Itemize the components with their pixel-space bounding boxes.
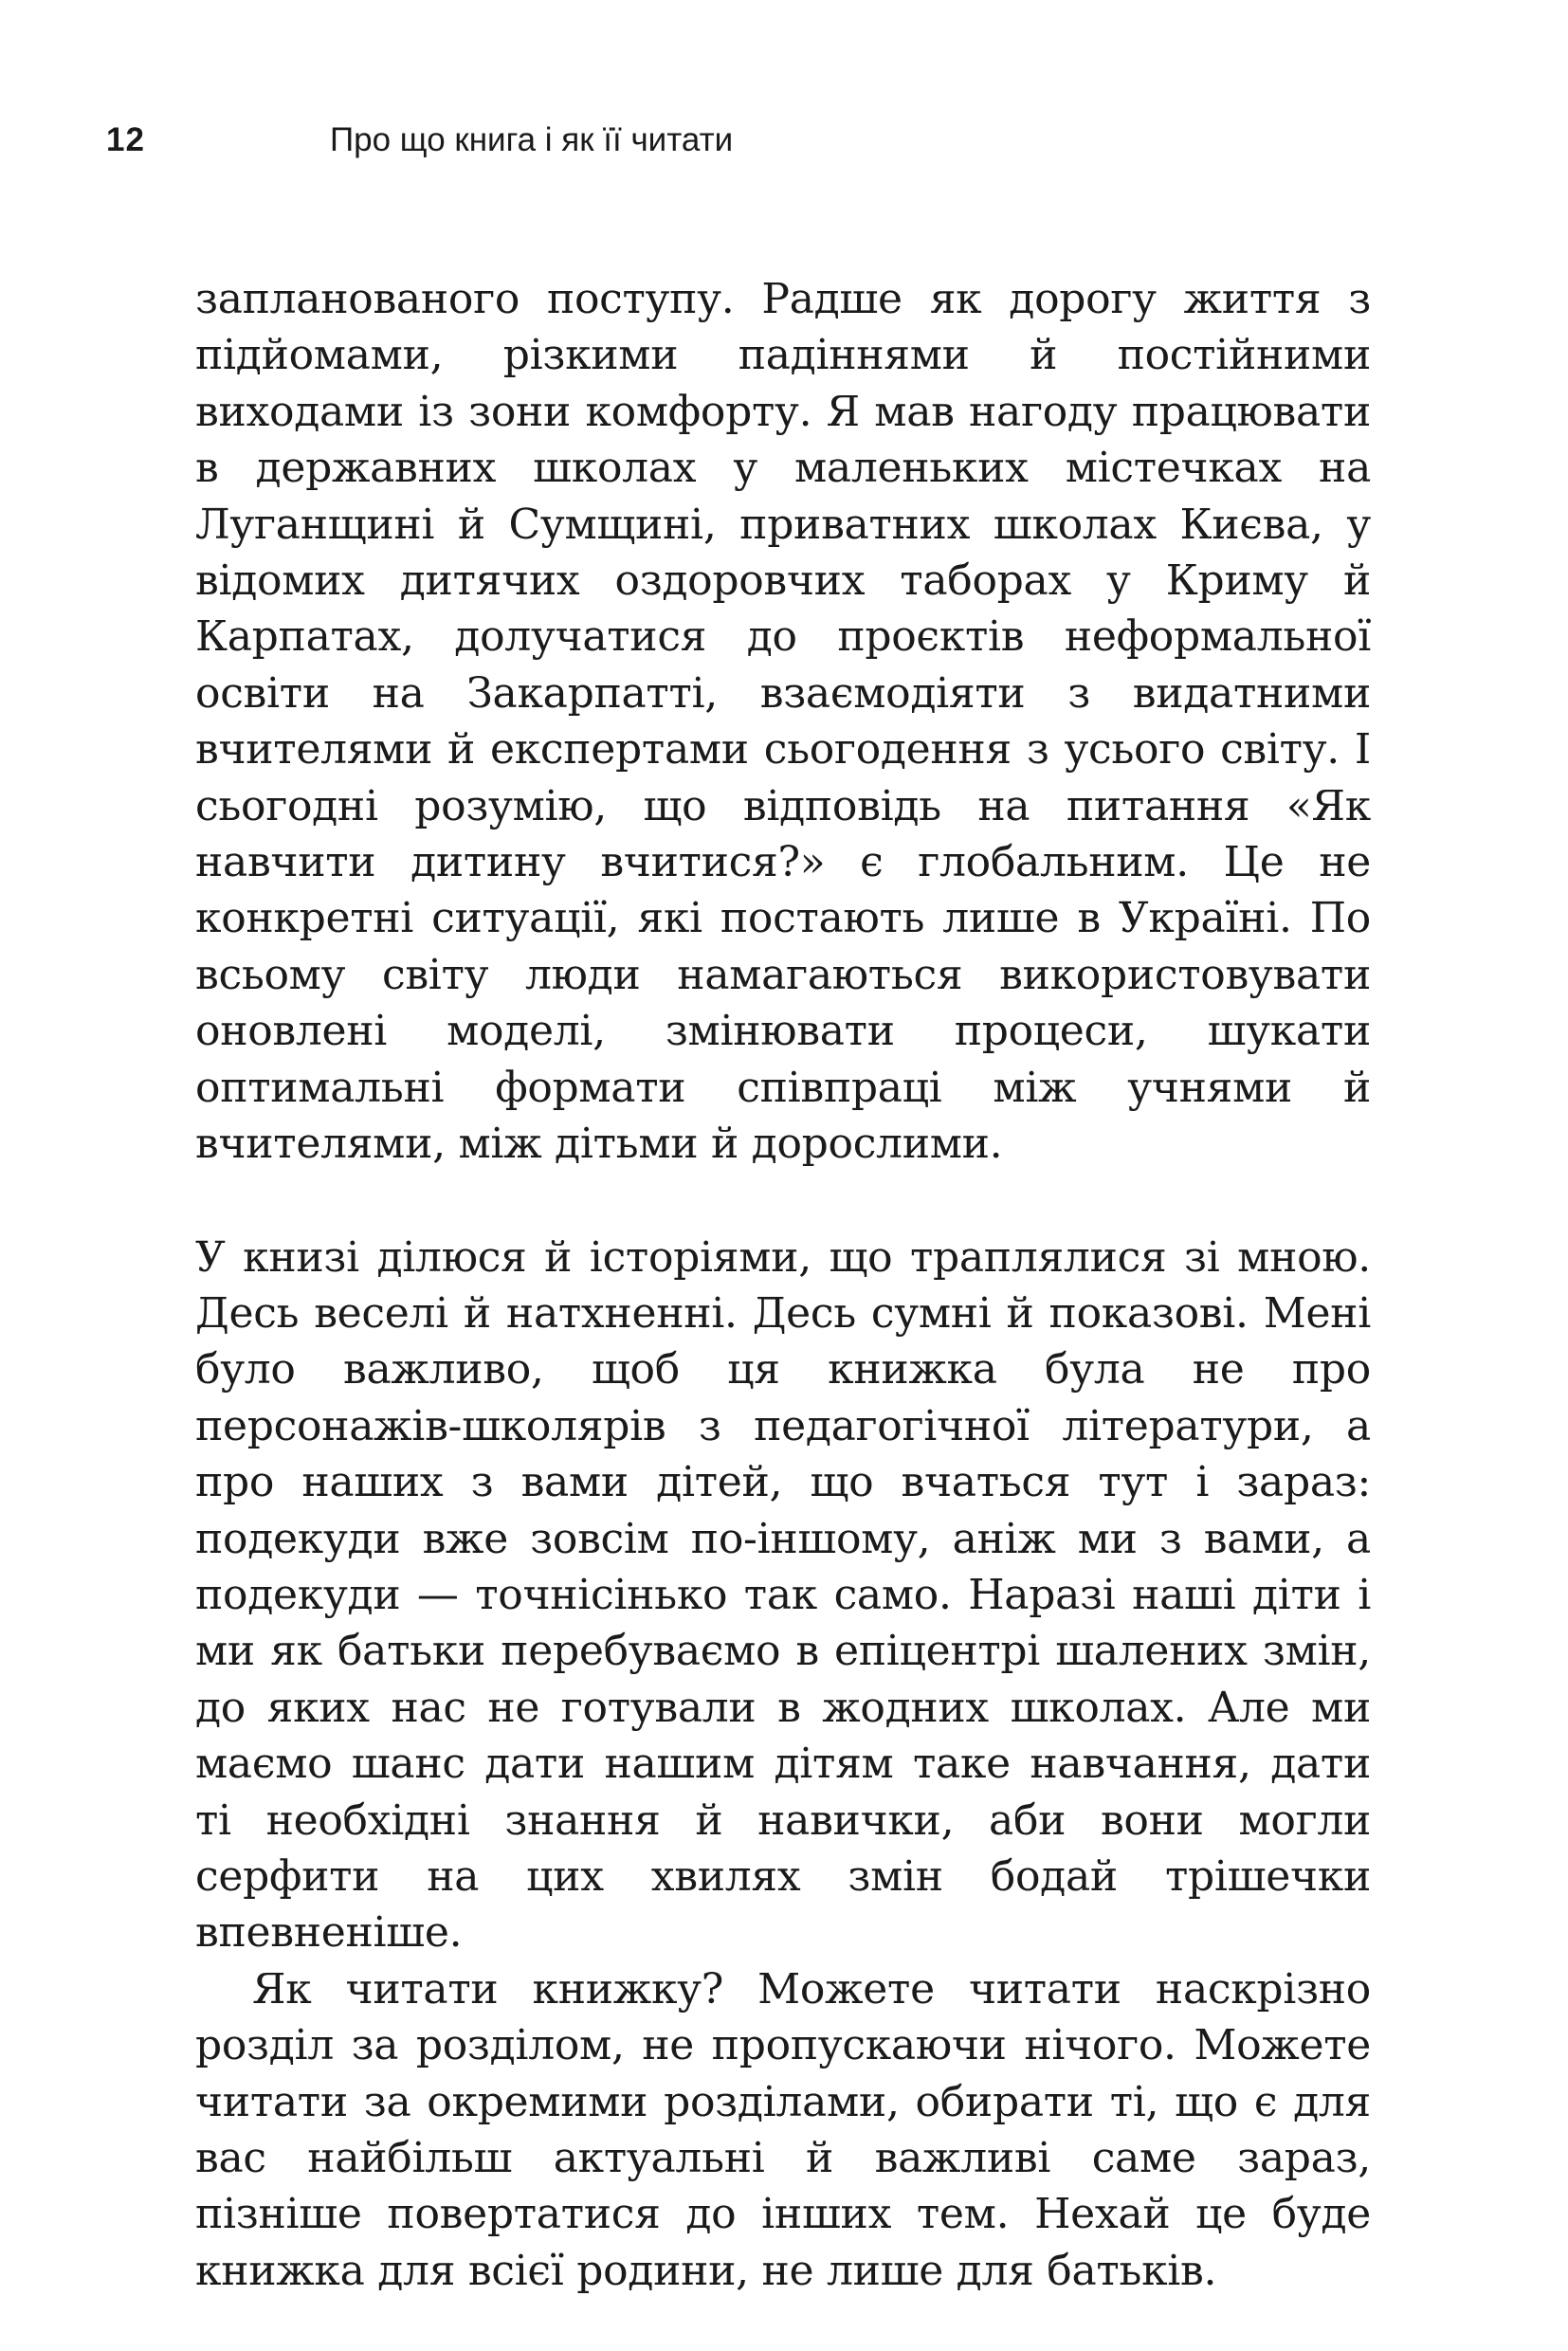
page-body — [195, 271, 1371, 2299]
body-paragraph: запланованого поступу. Радше як дорогу життя з підйомами, різкими падіннями й постійними виходами із зони комфорту. Я мав нагоду працювати в державних школах у маленьких містечках на Луганщині й Сумщині, приватних школах Києва, у відомих дитячих оздоровчих таборах у Криму й Карпатах, долучатися до проєктів неформальної освіти на Закарпатті, взаємодіяти з видатними вчителями й експертами сьогодення з усього світу. І сьогодні розумію, що відповідь на питання «Як навчити дитину вчитися?» є глобальним. Це не конкретні ситуації, які постають лише в Україні. По всьому світу люди намагаються використовувати оновлені моделі, змінювати процеси, шукати оптимальні формати співпраці між учнями й вчителями, між дітьми й дорослими. — [195, 275, 1371, 1169]
running-head — [106, 112, 733, 169]
page-number: 12 — [106, 121, 145, 158]
running-head-title: Про що книга і як її читати — [330, 121, 734, 158]
body-paragraph: Як читати книжку? Можете читати наскрізно розділ за розділом, не пропускаючи нічого. Можете читати за окремими розділами, обирати ті, що є для вас найбільш актуальні й важливі саме зараз, пізніше повертатися до інших тем. Нехай це буде книжка для всієї родини, не лише для батьків. — [195, 1964, 1371, 2295]
body-paragraph: У книзі ділюся й історіями, що траплялися зі мною. Десь веселі й натхненні. Десь сумні й показові. Мені було важливо, щоб ця книжка була не про персонажів-школярів з педагогічної літератури, а про наших з вами дітей, що вчаться тут і зараз: подекуди вже зовсім по-іншому, аніж ми з вами, а подекуди — точнісінько так само. Наразі наші діти і ми як батьки перебуваємо в епіцентрі шалених змін, до яких нас не готували в жодних школах. Але ми маємо шанс дати нашим дітям таке навчання, дати ті необхідні знання й навички, аби вони могли серфити на цих хвилях змін бодай трішечки впевненіше. — [195, 1232, 1371, 1958]
paragraph-spacer — [195, 1173, 1371, 1230]
